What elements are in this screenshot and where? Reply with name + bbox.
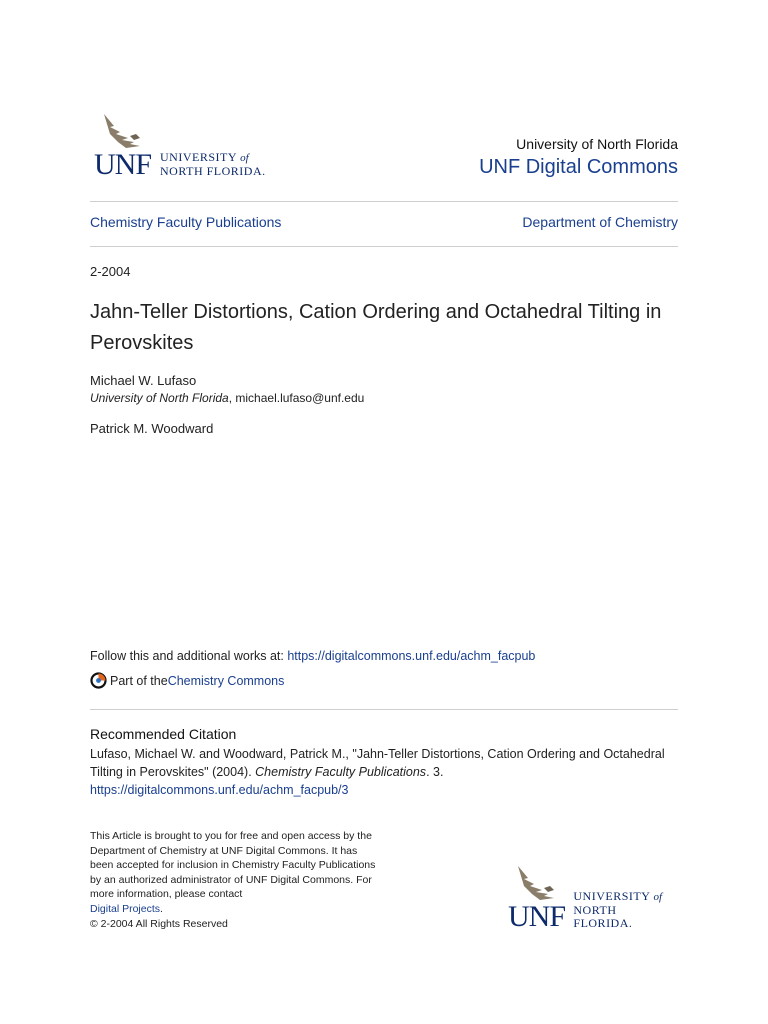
department-link[interactable]: Department of Chemistry	[522, 214, 678, 230]
chemistry-commons-link[interactable]: Chemistry Commons	[167, 673, 285, 688]
logo-mark	[508, 864, 571, 932]
citation-heading: Recommended Citation	[90, 726, 237, 742]
citation-text: Lufaso, Michael W. and Woodward, Patrick M., "Jahn-Teller Distortions, Cation Ordering and Octahedral Tilting in Perovskites" (2004). Chemistry Faculty Publications. 3. https://digitalcommons.unf.edu/achm_facpub/3	[90, 747, 665, 797]
osprey-icon	[100, 112, 144, 152]
unf-wordmark: UNF	[94, 148, 152, 181]
breadcrumb	[90, 214, 678, 230]
commons-network-icon	[90, 672, 107, 689]
unf-logo	[94, 112, 266, 180]
access-notice: This Article is brought to you for free and open access by the Department of Chemistry at UNF Digital Commons. It has been accepted for inclusion in Chemistry Faculty Publications by an authorized administrator of UNF Digital Commons. For more information, please contact Digital Projects. © 2-2004 All Rights Reserved	[90, 830, 376, 930]
divider	[90, 246, 678, 247]
cover-page	[90, 0, 678, 1024]
unf-wordmark: UNF	[508, 900, 566, 933]
university-wordmark: UNIVERSITY of NORTH FLORIDA.	[573, 889, 663, 930]
author-name: Patrick M. Woodward	[90, 421, 214, 436]
institution-block	[479, 136, 678, 179]
author-affiliation: University of North Florida, michael.lufaso@unf.edu	[90, 391, 365, 405]
copyright: © 2-2004 All Rights Reserved	[90, 917, 228, 930]
divider	[90, 709, 678, 710]
collection-link[interactable]: Chemistry Faculty Publications	[90, 214, 282, 230]
divider	[90, 201, 678, 202]
collection-url-link[interactable]: https://digitalcommons.unf.edu/achm_facpub	[287, 649, 536, 663]
article-title: Jahn-Teller Distortions, Cation Ordering and Octahedral Tilting in Perovskites	[90, 301, 662, 354]
repository-link[interactable]: UNF Digital Commons	[479, 156, 678, 178]
logo-mark	[94, 112, 158, 180]
citation-url-link[interactable]: https://digitalcommons.unf.edu/achm_facpub/3	[90, 783, 349, 797]
part-of-line: Part of the Chemistry Commons	[90, 672, 284, 689]
digital-projects-link[interactable]: Digital Projects	[90, 902, 161, 915]
unf-logo	[508, 864, 678, 932]
follow-line: Follow this and additional works at: https://digitalcommons.unf.edu/achm_facpub	[90, 649, 536, 663]
author-email: , michael.lufaso@unf.edu	[228, 391, 365, 405]
author-name: Michael W. Lufaso	[90, 373, 197, 388]
institution-name: University of North Florida	[516, 136, 678, 152]
publication-date: 2-2004	[90, 264, 131, 279]
university-wordmark: UNIVERSITY of NORTH FLORIDA.	[160, 150, 266, 178]
osprey-icon	[514, 864, 558, 904]
